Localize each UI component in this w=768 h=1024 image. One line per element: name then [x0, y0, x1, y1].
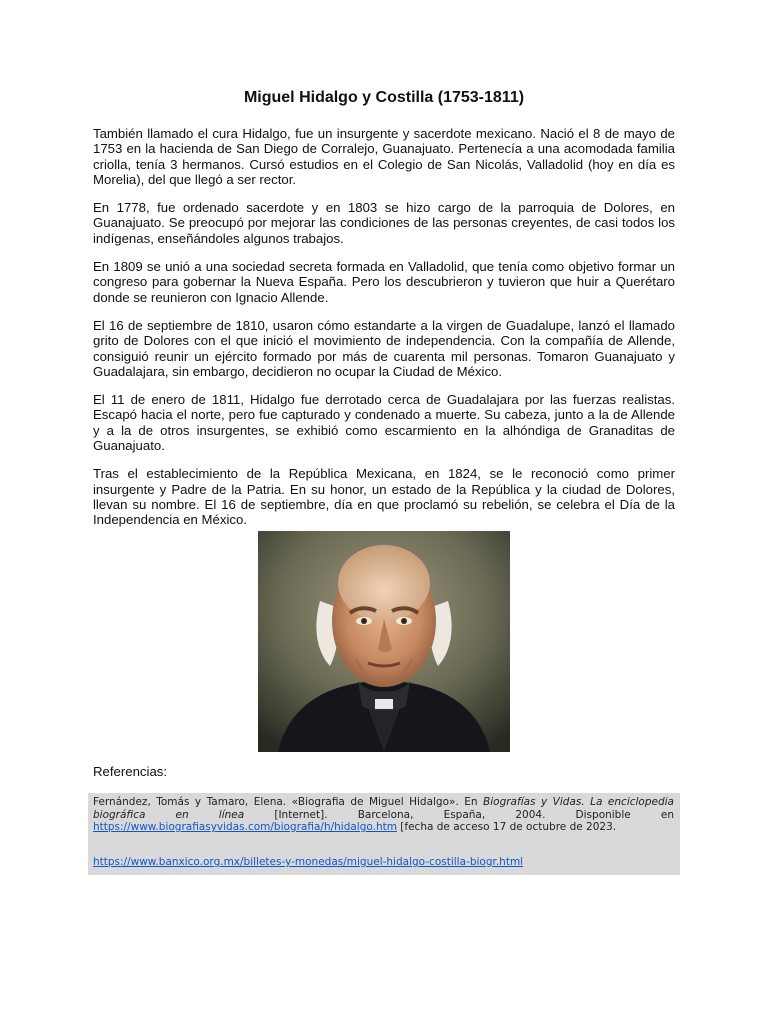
paragraph-birth: También llamado el cura Hidalgo, fue un insurgente y sacerdote mexicano. Nació el 8 de mayo de 1753 en la hacienda de San Diego de Corralejo, Guanajuato. Pertenecía a una acomodada familia criolla, tenía 3 hermanos. Cursó estudios en el Colegio de San Nicolás, Valladolid (hoy en día es Morelia), del que llegó a ser rector. [93, 126, 675, 187]
reference-link-biografias[interactable]: https://www.biografiasyvidas.com/biografia/h/hidalgo.htm [93, 821, 397, 834]
reference-link-banxico[interactable]: https://www.banxico.org.mx/billetes-y-monedas/miguel-hidalgo-costilla-biogr.html [93, 856, 524, 868]
paragraph-legacy: Tras el establecimiento de la República Mexicana, en 1824, se le reconoció como primer insurgente y Padre de la Patria. En su honor, un estado de la República y la ciudad de Dolores, llevan su nombre. El 16 de septiembre, día en que proclamó su rebelión, se celebra el Día de la Independencia en México. [93, 466, 675, 528]
reference-source-title: Biografías y Vidas. La enciclopedia biográfica en línea [93, 796, 674, 821]
reference-entry [93, 796, 674, 834]
references-heading: Referencias: [93, 764, 168, 779]
references-box [88, 793, 680, 875]
paragraph-capture: El 11 de enero de 1811, Hidalgo fue derrotado cerca de Guadalajara por las fuerzas realistas. Escapó hacia el norte, pero fue capturado y condenado a muerte. Su cabeza, junto a la de Allende y a la de otros insurgentes, se exhibió como escarmiento en la alhóndiga de Granaditas de Guanajuato. [93, 392, 675, 454]
biography-text [93, 126, 675, 541]
reference-access-date: [fecha de acceso 17 de octubre de 2023. [396, 821, 617, 834]
reference-entry-banxico [93, 856, 523, 869]
hidalgo-portrait-image [258, 531, 510, 752]
paragraph-secret-society: En 1809 se unió a una sociedad secreta formada en Valladolid, que tenía como objetivo formar un congreso para gobernar la Nueva España. Pero los descubrieron y tuvieron que huir a Querétaro donde se reunieron con Ignacio Allende. [93, 259, 675, 305]
page-title: Miguel Hidalgo y Costilla (1753-1811) [243, 89, 525, 106]
paragraph-grito-de-dolores: El 16 de septiembre de 1810, usaron cómo estandarte a la virgen de Guadalupe, lanzó el llamado grito de Dolores con el que inició el movimiento de independencia. Con la compañía de Allende, consiguió reunir un ejército formado por más de cuarenta mil personas. Tomaron Guanajuato y Guadalajara, sin embargo, decidieron no ocupar la Ciudad de México. [93, 317, 675, 379]
paragraph-priesthood: En 1778, fue ordenado sacerdote y en 1803 se hizo cargo de la parroquia de Dolores, en Guanajuato. Se preocupó por mejorar las condiciones de las personas creyentes, de casi todos los indígenas, enseñándoles algunos trabajos. [93, 200, 675, 246]
reference-author-text: Fernández, Tomás y Tamaro, Elena. «Biografia de Miguel Hidalgo». En [93, 796, 484, 808]
reference-publication-text: [Internet]. Barcelona, España, 2004. Disponible en [244, 808, 674, 821]
